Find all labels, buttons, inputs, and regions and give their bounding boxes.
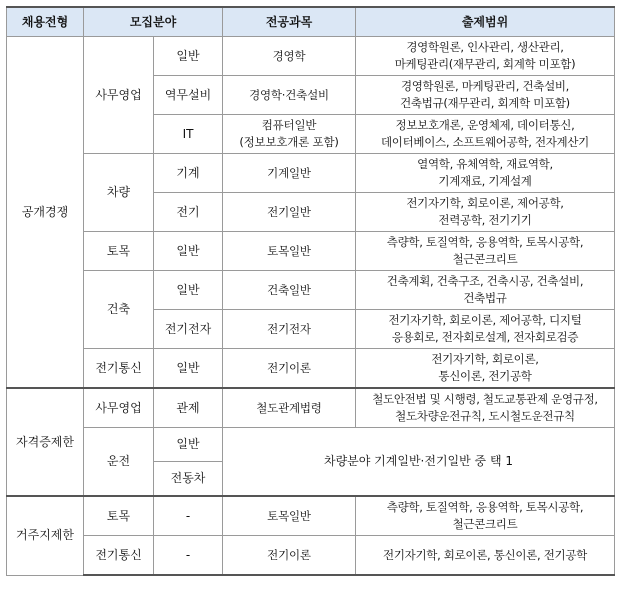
subject-cell: 전기이론 bbox=[223, 349, 356, 389]
subject-cell: 철도관계법령 bbox=[223, 388, 356, 428]
scope-line: 전기자기학, 회로이론, bbox=[431, 352, 539, 366]
field-cell: 전기통신 bbox=[84, 536, 154, 576]
sub-cell: 일반 bbox=[154, 271, 223, 310]
sub-cell: IT bbox=[154, 115, 223, 154]
subject-cell: 건축일반 bbox=[223, 271, 356, 310]
scope-line: 열역학, 유체역학, 재료역학, bbox=[417, 157, 553, 171]
header-subject: 전공과목 bbox=[223, 7, 356, 37]
scope-line: 경영학원론, 인사관리, 생산관리, bbox=[406, 40, 564, 54]
scope-line: 전기자기학, 회로이론, 제어공학, 디지털 bbox=[388, 313, 582, 327]
scope-cell bbox=[356, 76, 615, 115]
table-row bbox=[7, 37, 615, 76]
sub-cell: 일반 bbox=[154, 37, 223, 76]
field-cell: 건축 bbox=[84, 271, 154, 349]
field-cell: 토목 bbox=[84, 496, 154, 536]
scope-line: 철근콘크리트 bbox=[452, 517, 518, 531]
subject-line: (정보보호개론 포함) bbox=[239, 135, 339, 149]
scope-cell bbox=[356, 154, 615, 193]
header-row bbox=[7, 7, 615, 37]
field-cell: 운전 bbox=[84, 428, 154, 497]
subject-cell: 토목일반 bbox=[223, 496, 356, 536]
field-cell: 차량 bbox=[84, 154, 154, 232]
sub-cell: 전동차 bbox=[154, 462, 223, 497]
scope-line: 경영학원론, 마케팅관리, 건축설비, bbox=[400, 79, 570, 93]
subject-cell: 전기이론 bbox=[223, 536, 356, 576]
scope-line: 건축법규(재무관리, 회계학 미포함) bbox=[400, 96, 570, 110]
table-row bbox=[7, 349, 615, 389]
scope-cell bbox=[356, 37, 615, 76]
table-row bbox=[7, 154, 615, 193]
header-field: 모집분야 bbox=[84, 7, 223, 37]
field-cell: 사무영업 bbox=[84, 37, 154, 154]
sub-cell: 전기전자 bbox=[154, 310, 223, 349]
scope-line: 데이터베이스, 소프트웨어공학, 전자계산기 bbox=[381, 135, 589, 149]
type-cell: 거주지제한 bbox=[7, 496, 84, 575]
table-row bbox=[7, 496, 615, 536]
sub-cell: 일반 bbox=[154, 232, 223, 271]
scope-line: 응용회로, 전자회로설계, 전자회로검증 bbox=[391, 330, 579, 344]
subject-cell: 전기일반 bbox=[223, 193, 356, 232]
scope-line: 철도차량운전규칙, 도시철도운전규칙 bbox=[395, 409, 575, 423]
subject-cell: 토목일반 bbox=[223, 232, 356, 271]
scope-cell bbox=[356, 115, 615, 154]
sub-cell: 일반 bbox=[154, 428, 223, 462]
scope-cell bbox=[356, 310, 615, 349]
scope-line: 정보보호개론, 운영체제, 데이터통신, bbox=[395, 118, 575, 132]
header-type: 채용전형 bbox=[7, 7, 84, 37]
subject-cell: 경영학·건축설비 bbox=[223, 76, 356, 115]
scope-cell bbox=[356, 496, 615, 536]
scope-cell bbox=[356, 388, 615, 428]
scope-cell bbox=[356, 536, 615, 576]
scope-line: 통신이론, 전기공학 bbox=[438, 369, 532, 383]
scope-line: 측량학, 토질역학, 응용역학, 토목시공학, bbox=[386, 235, 584, 249]
scope-line: 전기자기학, 회로이론, 제어공학, bbox=[406, 196, 564, 210]
scope-line: 철도안전법 및 시행령, 철도교통관제 운영규정, bbox=[372, 392, 598, 406]
subject-line: 컴퓨터일반 bbox=[261, 118, 317, 132]
table-row bbox=[7, 388, 615, 428]
field-cell: 전기통신 bbox=[84, 349, 154, 389]
scope-line: 기계재료, 기계설계 bbox=[438, 174, 532, 188]
scope-line: 마케팅관리(재무관리, 회계학 미포함) bbox=[394, 57, 576, 71]
scope-line: 철근콘크리트 bbox=[452, 252, 518, 266]
sub-cell: 전기 bbox=[154, 193, 223, 232]
merged-scope-cell: 차량분야 기계일반·전기일반 중 택 1 bbox=[223, 428, 615, 497]
scope-line: 측량학, 토질역학, 응용역학, 토목시공학, bbox=[386, 500, 584, 514]
subject-cell: 경영학 bbox=[223, 37, 356, 76]
scope-cell bbox=[356, 271, 615, 310]
table-row bbox=[7, 428, 615, 462]
field-cell: 토목 bbox=[84, 232, 154, 271]
table-row bbox=[7, 536, 615, 576]
type-cell: 자격증제한 bbox=[7, 388, 84, 496]
scope-cell bbox=[356, 193, 615, 232]
scope-line: 건축계획, 건축구조, 건축시공, 건축설비, bbox=[386, 274, 584, 288]
subject-cell: 기계일반 bbox=[223, 154, 356, 193]
table-row bbox=[7, 232, 615, 271]
sub-cell: 역무설비 bbox=[154, 76, 223, 115]
subject-cell bbox=[223, 115, 356, 154]
sub-cell: 일반 bbox=[154, 349, 223, 389]
scope-line: 전기자기학, 회로이론, 통신이론, 전기공학 bbox=[383, 547, 587, 562]
type-cell: 공개경쟁 bbox=[7, 37, 84, 389]
scope-cell bbox=[356, 232, 615, 271]
header-scope: 출제범위 bbox=[356, 7, 615, 37]
subject-cell: 전기전자 bbox=[223, 310, 356, 349]
exam-scope-table bbox=[6, 6, 615, 576]
table-row bbox=[7, 271, 615, 310]
scope-line: 전력공학, 전기기기 bbox=[438, 213, 532, 227]
field-cell: 사무영업 bbox=[84, 388, 154, 428]
sub-cell: - bbox=[154, 496, 223, 536]
sub-cell: - bbox=[154, 536, 223, 576]
scope-line: 건축법규 bbox=[463, 291, 507, 305]
sub-cell: 관제 bbox=[154, 388, 223, 428]
scope-cell bbox=[356, 349, 615, 389]
sub-cell: 기계 bbox=[154, 154, 223, 193]
